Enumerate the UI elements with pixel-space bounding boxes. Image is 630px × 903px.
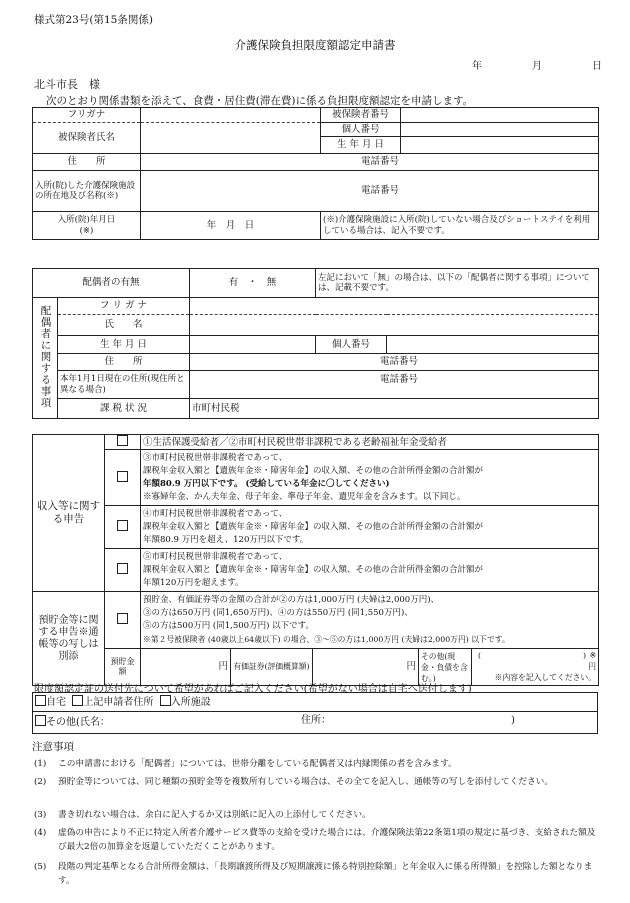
checkbox-icon[interactable] [72,695,83,706]
option-home-label: 自宅 [46,696,66,708]
income-option-1-checkbox[interactable] [105,435,141,450]
note-text: この申請書における「配偶者」については、世帯分離をしている配偶者又は内縁関係の者を含みます。 [58,759,457,769]
form-number: 様式第23号(第15条関係) [34,14,153,26]
income-option-3-checkbox[interactable] [105,450,141,506]
income-option-5-line-3: 年額120万円を超えます。 [143,577,244,588]
income-option-5-checkbox[interactable] [105,549,141,592]
checkbox-icon[interactable] [35,715,46,726]
spouse-address-input[interactable] [190,354,599,371]
checkbox-icon[interactable] [35,695,46,706]
income-option-5-text [141,549,599,592]
savings-line-4: ※第２号被保険者 (40歳以上64歳以下) の場合、③～⑤の方は1,000万円 (夫婦は2,000万円) 以下です。 [143,635,510,644]
note-item [34,808,600,822]
spouse-prev-address-label: 本年1月1日現在の住所(現住所と異なる場合) [58,371,190,399]
send-other-row[interactable] [33,711,598,733]
checkbox-icon[interactable] [160,695,171,706]
savings-checkbox[interactable] [105,592,141,649]
income-option-1-text: ①生活保護受給者／②市町村民税世帯非課税である老齢福祉年金受給者 [141,435,599,450]
income-declaration-label: 収入等に関する申告 [33,435,105,592]
spouse-personal-number-input[interactable] [387,336,599,354]
spouse-address-label: 住 所 [58,354,190,371]
spouse-name-input[interactable] [190,315,599,336]
insured-number-label: 被保険者番号 [321,108,401,123]
spouse-phone-label: 電話番号 [380,356,419,368]
phone-label: 電話番号 [361,156,400,168]
spouse-personal-number-label: 個人番号 [316,336,387,354]
income-option-3-line-1: ③市町村民税世帯非課税者であって、 [143,452,288,463]
address-input[interactable] [141,154,599,171]
note-number: (3) [34,810,47,820]
note-item [34,775,600,789]
spouse-presence-select[interactable]: 有 ・ 無 [190,269,316,298]
income-option-3-text [141,450,599,506]
date-month-label: 月 [532,61,542,72]
spouse-prev-phone-label: 電話番号 [380,374,419,385]
insured-name-input[interactable] [141,123,321,154]
deposit-label: 預貯金額 [105,649,141,686]
savings-line-3: ⑤の方は500万円 (同1,500万円) 以下です。 [143,621,314,631]
note-number: (4) [34,828,47,838]
spouse-section-label-text: 配偶者に関する事項 [39,304,52,409]
spouse-section-label [33,298,58,419]
savings-line-1: 預貯金、有価証券等の金額の合計が②の方は1,000万円 (夫婦は2,000万円)、 [143,595,440,605]
admission-date-label-text: 入所(院)年月日 [57,215,116,226]
personal-number-input[interactable] [401,123,599,137]
checkbox-icon [117,435,128,446]
spouse-birth-input[interactable] [190,336,316,354]
send-destination-table [32,692,598,734]
spouse-presence-note: 左記において「無」の場合は、以下の「配偶者に関する事項」については、記載不要です。 [316,269,599,298]
birth-date-label: 生 年 月 日 [321,137,401,154]
securities-yen-unit: 円 [406,661,416,673]
savings-declaration-label: 預貯金等に関する申告※通帳等の写しは別添 [33,592,105,686]
note-number: (5) [34,862,47,872]
note-item [34,860,600,888]
checkbox-icon [117,563,128,574]
income-option-4-line-3: 年額80.9 万円を超え、120万円以下です。 [143,534,309,545]
income-option-4-line-2: 課税年金収入額と【遺族年金※・障害年金】の収入額、その他の合計所得金額の合計額が [143,521,484,532]
option-other-label: その他(氏名： [46,717,110,729]
admission-date-label [33,212,141,240]
option-applicant-label: 上記申請者住所 [83,696,154,708]
checkbox-icon [117,471,128,482]
option-facility-label: 入所施設 [170,696,211,708]
income-option-5-line-1: ⑤市町村民税世帯非課税者であって、 [143,551,288,562]
note-text: 虚偽の申告により不正に特定入所者介護サービス費等の支給を受けた場合には、介護保険法第22条第1項の規定に基づき、支給された額及び最大2倍の加算金を返還していただくことがあります。 [58,828,596,852]
securities-label: 有価証券(評価概算額) [231,649,313,686]
spouse-tax-label: 課 税 状 況 [58,399,190,419]
spouse-table [32,268,599,419]
facility-input[interactable] [141,171,599,212]
other-paren-open: ( [478,651,482,660]
admission-remark: (※)介護保険施設に入所(院)していない場合及びショートステイを利用している場合は、記入不要です。 [321,212,599,240]
admission-date-input[interactable]: 年 月 日 [141,212,321,240]
date-day-label: 日 [592,61,602,72]
notes-title: 注意事項 [32,741,74,753]
note-item [34,757,600,771]
address-label: 住 所 [33,154,141,171]
note-item [34,826,600,854]
spouse-furigana-input[interactable] [190,298,599,315]
other-note: ※内容を記入してください。 [494,673,597,682]
intro-text: 次のとおり関係書類を添えて、食費・居住費(滞在費)に係る負担限度額認定を申請します。 [46,95,474,107]
page-title: 介護保険負担限度額認定申請書 [234,38,396,52]
other-assets-input[interactable] [472,649,598,685]
insured-number-input[interactable] [401,108,599,123]
income-option-5-line-2: 課税年金収入額と【遺族年金※・障害年金】の収入額、その他の合計所得金額の合計額が [143,564,484,575]
spouse-furigana-label: フ リ ガ ナ [58,298,190,315]
spouse-prev-address-input[interactable] [190,371,599,399]
note-text: 預貯金等については、同じ種類の預貯金等を複数所有している場合は、その全てを記入し、通帳等の写しを添付してください。 [58,777,554,787]
checkbox-icon [117,520,128,531]
spouse-tax-value: 市町村民税 [190,399,599,419]
other-paren-close: ) [582,651,587,660]
application-date [472,57,602,72]
note-number: (1) [34,759,47,769]
personal-number-label: 個人番号 [321,123,401,137]
furigana-label: フリガナ [33,108,141,123]
note-text: 書き切れない場合は、余白に記入するか又は別紙に記入の上添付してください。 [58,810,371,820]
spouse-name-label: 氏 名 [58,315,190,336]
send-destination-title: 限度額認定証の送付先について希望があればご記入ください(希望がない場合は自宅へ送付します) [34,684,472,695]
other-asterisk: ※ [589,651,597,660]
note-text: 段階の判定基準となる合計所得金額は、「長期譲渡所得及び短期譲渡に係る特別控除額」と年金収入に係る所得額」を控除した額となります。 [58,862,593,886]
admission-note: (※) [79,225,94,236]
spouse-birth-label: 生 年 月 日 [58,336,190,354]
savings-line-2: ③の方は650万円 (同1,650万円)、④の方は550万円 (同1,550万円)、 [143,608,413,618]
other-close-paren: ) [511,714,515,726]
other-address-label: 住所： [301,714,331,726]
income-option-4-text [141,506,599,549]
applicant-table [32,107,599,240]
facility-label: 入所(院)した介護保険施設の所在地及び名称(※) [33,171,141,212]
spouse-presence-label: 配偶者の有無 [33,269,190,298]
income-option-4-checkbox[interactable] [105,506,141,549]
addressee: 北斗市長 様 [34,78,100,91]
date-year-label: 年 [472,61,482,72]
insured-name-label: 被保険者氏名 [33,123,141,154]
note-number: (2) [34,777,47,787]
savings-text [141,592,599,649]
income-option-3-line-3: 年額80.9 万円以下です。 (受給している年金に〇してください) [143,478,390,489]
checkbox-icon [117,613,128,624]
facility-phone-label: 電話番号 [361,185,400,197]
furigana-input[interactable] [141,108,321,123]
birth-date-input[interactable] [401,137,599,154]
income-option-4-line-1: ④市町村民税世帯非課税者であって、 [143,508,288,519]
income-option-3-line-4: ※寡婦年金、かん夫年金、母子年金、準母子年金、遺児年金を含みます。以下同じ。 [143,491,466,502]
other-yen-unit: 円 [588,662,597,671]
send-options-row [33,693,598,712]
deposit-yen-unit: 円 [218,661,228,673]
income-savings-table [32,434,599,686]
income-option-3-line-2: 課税年金収入額と【遺族年金※・障害年金】の収入額、その他の合計所得金額の合計額が [143,465,484,476]
other-assets-label: その他(現金・負債を含む。) [419,649,472,685]
